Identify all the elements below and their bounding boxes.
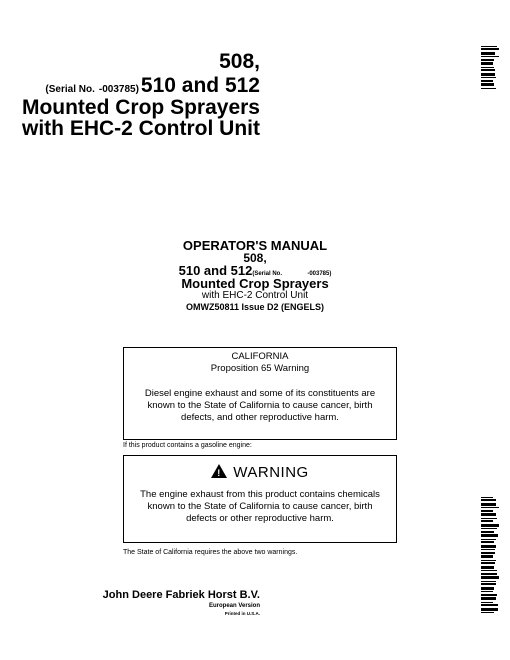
manual-serial-number: -003785)	[307, 271, 332, 277]
engine-warning-box	[123, 455, 397, 543]
barcode-bar	[481, 62, 493, 65]
barcode-bar	[481, 520, 493, 522]
barcode-bar	[481, 518, 497, 519]
california-warning-box	[123, 347, 397, 440]
barcode-bar	[481, 608, 498, 611]
manual-serial-label: (Serial No.	[252, 271, 283, 277]
barcode-bar	[481, 566, 494, 569]
barcode-bar	[481, 604, 498, 606]
barcode-bar	[481, 555, 493, 558]
barcode-icon	[481, 46, 501, 92]
warning-triangle-icon: !	[211, 464, 227, 478]
california-title: CALIFORNIA	[231, 351, 289, 362]
barcode-bar	[481, 541, 494, 543]
barcode-bar	[481, 576, 499, 579]
title-serial-label: (Serial No.	[45, 84, 95, 95]
barcode-bar	[481, 573, 497, 575]
barcode-bar	[481, 539, 496, 540]
barcode-bar	[481, 562, 495, 564]
printed-in: Printed in U.S.A.	[224, 611, 260, 616]
title-serial-number: -003785)	[98, 84, 139, 95]
barcode-bar	[481, 59, 494, 61]
barcode-bar	[481, 497, 493, 498]
warning-body: The engine exhaust from this product contains chemicals known to the State of California to cause cancer, birth defects or other reproductive harm.	[140, 489, 380, 524]
barcode-bar	[481, 531, 494, 533]
title-line-control-unit: with EHC-2 Control Unit	[22, 117, 260, 140]
barcode-icon	[481, 497, 501, 615]
barcode-bar	[481, 510, 493, 512]
california-subtitle: Proposition 65 Warning	[210, 363, 310, 374]
barcode-bar	[481, 503, 496, 506]
title-line-models	[45, 74, 260, 98]
company-name: John Deere Fabriek Horst B.V.	[102, 589, 260, 601]
barcode-bar	[481, 56, 499, 57]
title-models: 510 and 512	[140, 74, 260, 97]
barcode-bar	[481, 545, 496, 548]
barcode-bar	[481, 597, 496, 600]
title-line-mounted: Mounted Crop Sprayers	[21, 96, 260, 119]
barcode-bar	[481, 513, 496, 516]
barcode-bar	[481, 534, 498, 537]
title-line-508: 508,	[219, 50, 260, 73]
warning-label: WARNING	[233, 464, 309, 481]
barcode-bar	[481, 612, 494, 613]
barcode-bar	[481, 583, 496, 585]
barcode-bar	[481, 581, 496, 582]
barcode-bar	[481, 73, 495, 76]
barcode-bar	[481, 594, 497, 596]
barcode-bar	[481, 560, 496, 561]
barcode-bar	[481, 77, 496, 78]
barcode-bar	[481, 552, 495, 554]
manual-line-508: 508,	[243, 251, 267, 265]
barcode-bar	[481, 507, 499, 508]
warning-heading	[124, 463, 396, 479]
barcode-bar	[481, 48, 499, 50]
manual-mounted-crop: Mounted Crop	[181, 276, 270, 291]
barcode-bar	[481, 52, 495, 55]
barcode-bar	[481, 80, 493, 82]
barcode-bar	[481, 524, 499, 527]
manual-line-mounted	[150, 276, 360, 291]
manual-heading: OPERATOR'S MANUAL	[182, 238, 328, 253]
barcode-bar	[481, 69, 495, 71]
barcode-bar	[481, 46, 497, 47]
california-body: Diesel engine exhaust and some of its constituents are known to the State of California to cause cancer, birth defects, and other reproductive harm.	[144, 388, 376, 423]
manual-code: OMWZ50811 Issue D2 (ENGELS)	[185, 302, 325, 312]
barcode-bar	[481, 88, 496, 89]
barcode-bar	[481, 83, 494, 86]
barcode-bar	[481, 587, 494, 590]
barcode-bar	[481, 549, 495, 550]
barcode-bar	[481, 570, 497, 571]
manual-line-control-unit: with EHC-2 Control Unit	[201, 290, 309, 301]
manual-models: 510 and 512	[178, 263, 253, 278]
barcode-bar	[481, 67, 494, 68]
state-note: The State of California requires the above two warnings.	[123, 549, 298, 556]
barcode-bar	[481, 528, 497, 529]
barcode-bar	[481, 591, 493, 592]
barcode-bar	[481, 499, 496, 501]
manual-sprayers: Sprayers	[273, 276, 329, 291]
european-version: European Version	[208, 603, 260, 609]
barcode-bar	[481, 602, 493, 603]
gasoline-note: If this product contains a gasoline engine:	[123, 442, 252, 449]
